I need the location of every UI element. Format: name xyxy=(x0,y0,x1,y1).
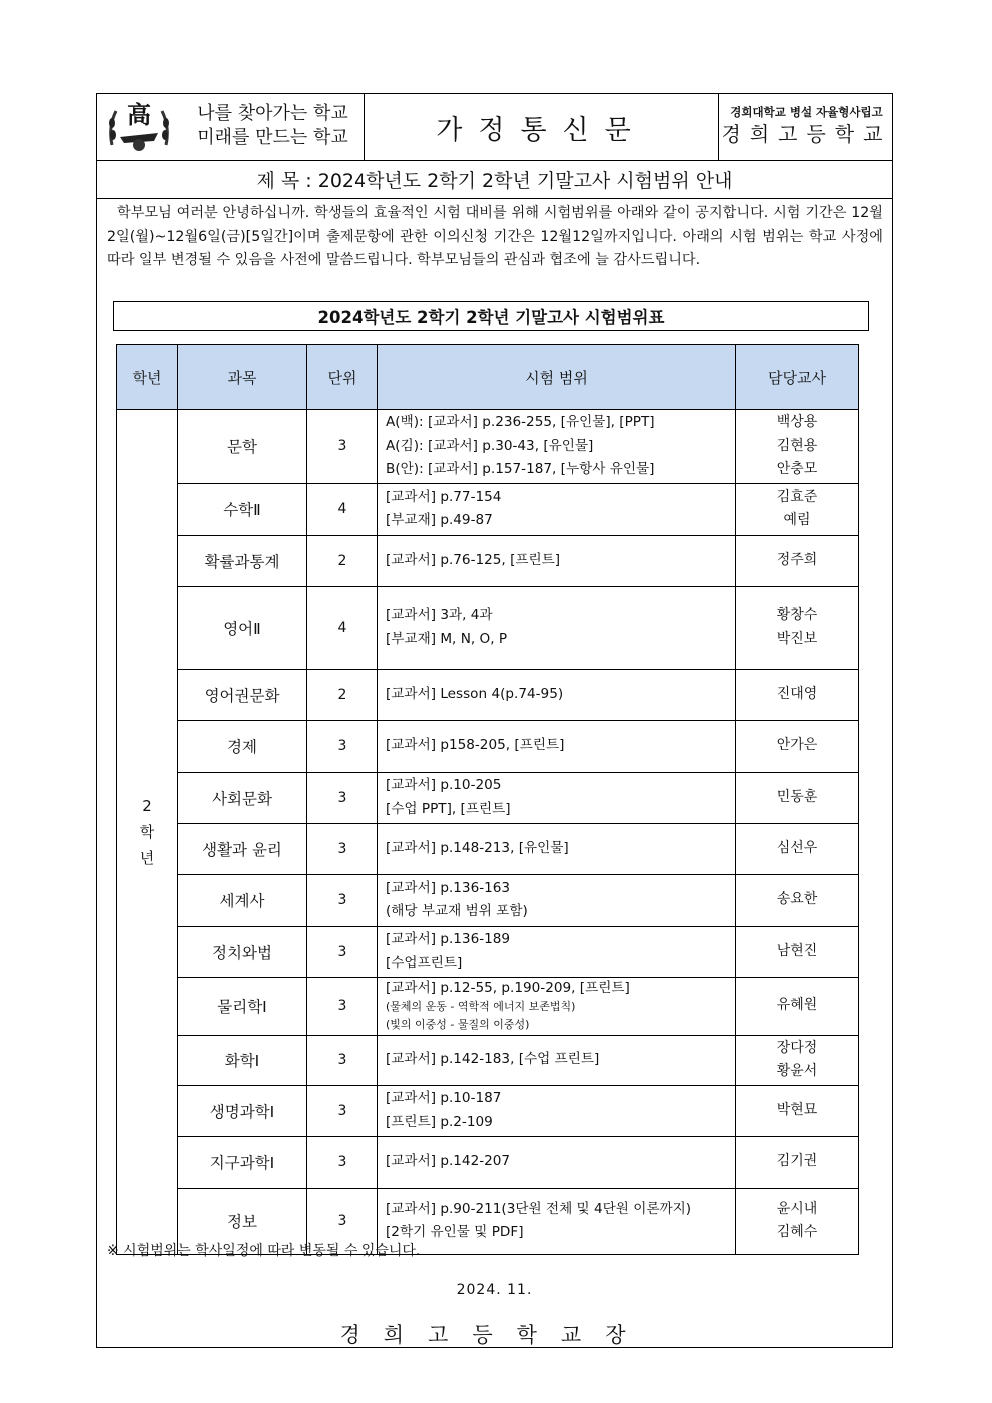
header-range: 시험 범위 xyxy=(378,345,736,410)
subject-cell: 화학Ⅰ xyxy=(178,1035,307,1085)
header-subject: 과목 xyxy=(178,345,307,410)
teacher-cell xyxy=(736,1035,859,1085)
range-cell xyxy=(378,535,736,586)
range-line: [교과서] p.142-183, [수업 프린트] xyxy=(386,1051,600,1068)
footnote: ※ 시험범위는 학사일정에 따라 변동될 수 있습니다. xyxy=(107,1243,421,1259)
subject-cell: 문학 xyxy=(178,410,307,484)
range-line: A(김): [교과서] p.30-43, [유인물] xyxy=(386,437,594,454)
subject-cell: 확률과통계 xyxy=(178,535,307,586)
motto-line-2: 미래를 만드는 학교 xyxy=(197,127,348,148)
teacher-cell xyxy=(736,1085,859,1136)
table-row xyxy=(117,586,859,669)
range-line: (해당 부교재 범위 포함) xyxy=(386,903,528,919)
school-subtitle: 경희대학교 병설 자율형사립고 xyxy=(730,105,883,119)
range-cell xyxy=(378,586,736,669)
table-row xyxy=(117,977,859,1035)
range-line: B(안): [교과서] p.157-187, [누항사 유인물] xyxy=(386,461,655,477)
teacher-name: 안충모 xyxy=(776,461,818,477)
subject-cell: 영어권문화 xyxy=(178,669,307,720)
unit-cell: 4 xyxy=(307,586,378,669)
range-cell xyxy=(378,720,736,772)
header-teacher: 담당교사 xyxy=(736,345,859,410)
unit-cell: 3 xyxy=(307,772,378,823)
range-cell xyxy=(378,669,736,720)
range-cell xyxy=(378,926,736,977)
teacher-cell xyxy=(736,586,859,669)
range-cell xyxy=(378,1188,736,1254)
teacher-name: 민동훈 xyxy=(776,788,818,805)
range-line: [교과서] p.10-187 xyxy=(386,1090,502,1106)
unit-cell: 3 xyxy=(307,1035,378,1085)
range-cell xyxy=(378,977,736,1035)
unit-cell: 2 xyxy=(307,535,378,586)
unit-cell: 4 xyxy=(307,483,378,535)
subject-cell: 사회문화 xyxy=(178,772,307,823)
teacher-name: 유혜원 xyxy=(776,997,818,1014)
range-line: [교과서] p.10-205 xyxy=(386,777,502,793)
range-line: [프린트] p.2-109 xyxy=(386,1113,493,1130)
exam-range-table xyxy=(116,344,859,1255)
teacher-name: 김효준 xyxy=(776,488,818,505)
table-header-row xyxy=(117,345,859,410)
range-line: [부교재] M, N, O, P xyxy=(386,630,508,647)
range-note: (빛의 이중성 - 물질의 이중성) xyxy=(386,1017,530,1031)
school-logo xyxy=(97,94,181,160)
subject-cell: 경제 xyxy=(178,720,307,772)
teacher-name: 윤시내 xyxy=(776,1200,818,1217)
teacher-name: 김현용 xyxy=(776,437,818,454)
range-line: [수업 PPT], [프린트] xyxy=(386,800,511,817)
subject-cell: 수학Ⅱ xyxy=(178,483,307,535)
unit-cell: 3 xyxy=(307,720,378,772)
range-line: [교과서] p.136-189 xyxy=(386,931,511,947)
subject-cell: 세계사 xyxy=(178,874,307,926)
range-cell xyxy=(378,483,736,535)
teacher-cell xyxy=(736,926,859,977)
subject-cell: 생명과학Ⅰ xyxy=(178,1085,307,1136)
school-info xyxy=(719,94,894,160)
table-row xyxy=(117,410,859,484)
table-body xyxy=(117,410,859,1255)
teacher-name: 심선우 xyxy=(776,839,818,856)
table-row xyxy=(117,772,859,823)
subject-cell: 물리학Ⅰ xyxy=(178,977,307,1035)
unit-cell: 3 xyxy=(307,977,378,1035)
teacher-cell xyxy=(736,535,859,586)
range-cell xyxy=(378,772,736,823)
range-cell xyxy=(378,410,736,484)
range-line: [부교재] p.49-87 xyxy=(386,512,493,528)
table-row xyxy=(117,1085,859,1136)
grade-cell xyxy=(117,410,178,1255)
table-row xyxy=(117,926,859,977)
grade-label-char: 학 xyxy=(139,822,155,841)
teacher-name: 박진보 xyxy=(776,630,818,647)
teacher-name: 예림 xyxy=(783,512,811,528)
principal-signature: 경희고등학교장 xyxy=(339,1323,650,1347)
table-row xyxy=(117,1136,859,1188)
teacher-name: 안가은 xyxy=(776,737,818,754)
teacher-cell xyxy=(736,1188,859,1254)
teacher-cell xyxy=(736,720,859,772)
school-name: 경희고등학교 xyxy=(721,122,892,146)
range-line: [2학기 유인물 및 PDF] xyxy=(386,1224,524,1240)
issue-date: 2024. 11. xyxy=(456,1282,533,1298)
range-line: [교과서] p158-205, [프린트] xyxy=(386,737,565,754)
subject-cell: 지구과학Ⅰ xyxy=(178,1136,307,1188)
teacher-name: 박현묘 xyxy=(776,1101,818,1118)
unit-cell: 3 xyxy=(307,1085,378,1136)
range-line: [교과서] Lesson 4(p.74-95) xyxy=(386,685,564,702)
teacher-cell xyxy=(736,772,859,823)
range-line: [교과서] 3과, 4과 xyxy=(386,607,493,623)
teacher-name: 김기권 xyxy=(776,1153,818,1170)
motto-line-1: 나를 찾아가는 학교 xyxy=(197,103,348,124)
teacher-name: 황윤서 xyxy=(776,1063,818,1079)
header-grade: 학년 xyxy=(117,345,178,410)
intro-text: 학부모님 여러분 안녕하십니까. 학생들의 효율적인 시험 대비를 위해 시험범위를 아래와 같이 공지합니다. 시험 기간은 12월2일(월)~12월6일(금)[5일간]이며 출제문항에 관한 이의신청 기간은 12월12일까지입니다. 아래의 시험 범위는 학교 사정에 따라 일부 변경될 수 있음을 사전에 말씀드립니다. 학부모님들의 관심과 협조에 늘 감사드립니다. xyxy=(107,205,883,268)
teacher-name: 김혜수 xyxy=(776,1224,818,1240)
range-line: A(백): [교과서] p.236-255, [유인물], [PPT] xyxy=(386,414,655,430)
unit-cell: 3 xyxy=(307,1136,378,1188)
unit-cell: 3 xyxy=(307,410,378,484)
header-unit: 단위 xyxy=(307,345,378,410)
teacher-name: 정주희 xyxy=(776,551,818,568)
document-frame xyxy=(96,93,893,1348)
unit-cell: 3 xyxy=(307,1188,378,1254)
range-note: (물체의 운동 - 역학적 에너지 보존법칙) xyxy=(386,999,576,1013)
grade-label-char: 2 xyxy=(142,796,152,815)
subject-cell: 영어Ⅱ xyxy=(178,586,307,669)
intro-paragraph xyxy=(107,202,883,273)
table-title: 2024학년도 2학기 2학년 기말고사 시험범위표 xyxy=(113,301,869,331)
school-motto xyxy=(181,94,365,160)
table-row xyxy=(117,874,859,926)
svg-text:高: 高 xyxy=(127,100,151,129)
table-row xyxy=(117,669,859,720)
range-cell xyxy=(378,874,736,926)
range-line: [교과서] p.148-213, [유인물] xyxy=(386,839,569,856)
unit-cell: 3 xyxy=(307,926,378,977)
table-row xyxy=(117,823,859,874)
teacher-cell xyxy=(736,823,859,874)
teacher-name: 황창수 xyxy=(776,607,818,623)
subject-line: 제 목 : 2024학년도 2학기 2학년 기말고사 시험범위 안내 xyxy=(97,160,892,199)
table-row xyxy=(117,535,859,586)
range-line: [교과서] p.76-125, [프린트] xyxy=(386,551,561,568)
subject-cell: 정보 xyxy=(178,1188,307,1254)
header xyxy=(97,94,892,161)
range-cell xyxy=(378,823,736,874)
teacher-cell xyxy=(736,1136,859,1188)
teacher-cell xyxy=(736,410,859,484)
teacher-name: 장다정 xyxy=(776,1039,818,1056)
range-cell xyxy=(378,1085,736,1136)
table-row xyxy=(117,483,859,535)
subject-cell: 생활과 윤리 xyxy=(178,823,307,874)
document-title: 가정통신문 xyxy=(365,94,719,160)
table-row xyxy=(117,720,859,772)
range-line: [교과서] p.90-211(3단원 전체 및 4단원 이론까지) xyxy=(386,1200,692,1217)
range-line: [교과서] p.136-163 xyxy=(386,879,511,896)
grade-label-char: 년 xyxy=(139,848,155,867)
subject-cell: 정치와법 xyxy=(178,926,307,977)
range-cell xyxy=(378,1136,736,1188)
teacher-cell xyxy=(736,483,859,535)
range-line: [교과서] p.77-154 xyxy=(386,488,502,505)
range-line: [교과서] p.142-207 xyxy=(386,1153,511,1170)
teacher-name: 백상용 xyxy=(776,414,818,430)
table-row xyxy=(117,1035,859,1085)
range-line: [수업프린트] xyxy=(386,954,463,971)
range-line: [교과서] p.12-55, p.190-209, [프린트] xyxy=(386,979,630,996)
teacher-name: 진대영 xyxy=(776,685,818,702)
range-cell xyxy=(378,1035,736,1085)
teacher-name: 남현진 xyxy=(776,942,818,959)
teacher-cell xyxy=(736,874,859,926)
unit-cell: 3 xyxy=(307,874,378,926)
teacher-cell xyxy=(736,669,859,720)
unit-cell: 3 xyxy=(307,823,378,874)
teacher-cell xyxy=(736,977,859,1035)
unit-cell: 2 xyxy=(307,669,378,720)
teacher-name: 송요한 xyxy=(776,891,818,908)
